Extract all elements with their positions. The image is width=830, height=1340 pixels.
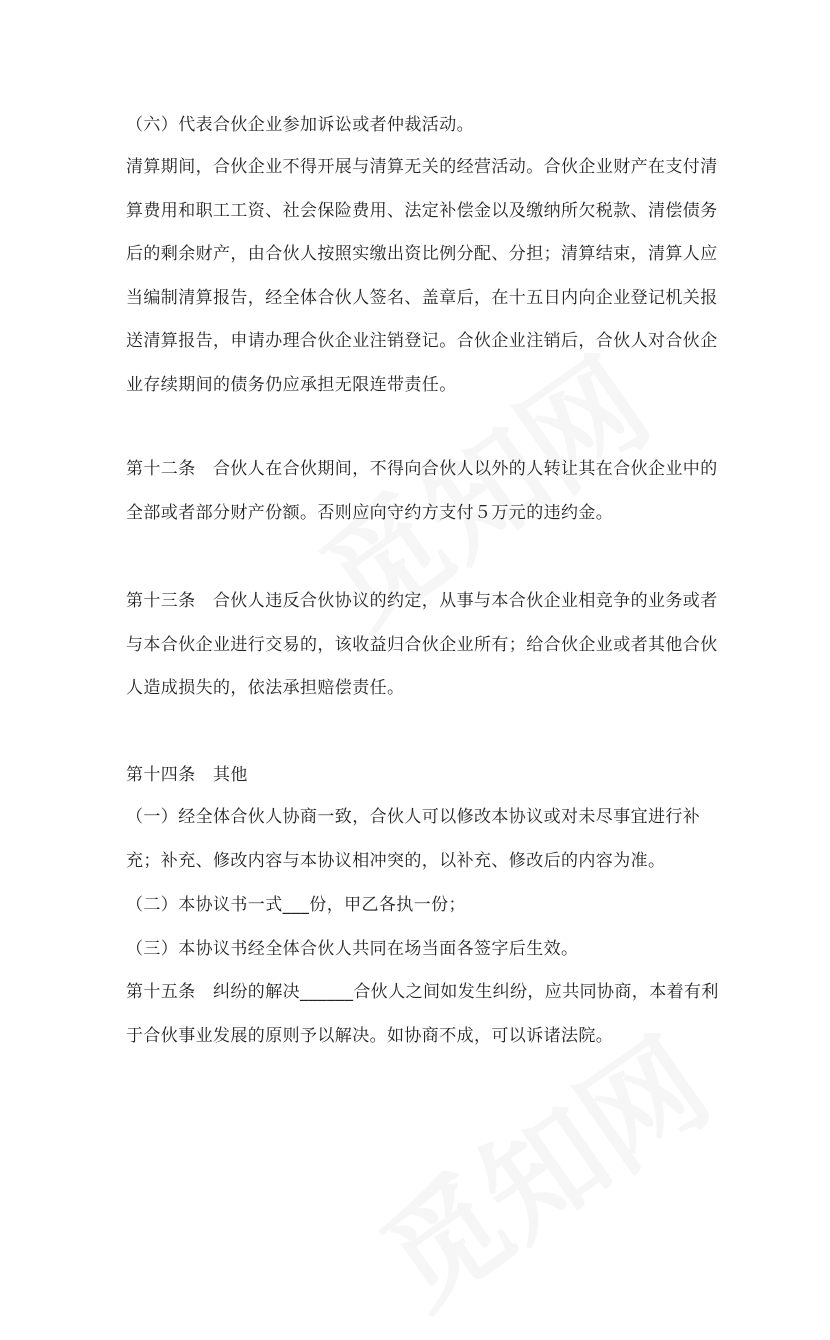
- liquidation-paragraph: [126, 146, 716, 407]
- text-line: 送清算报告，申请办理合伙企业注销登记。合伙企业注销后，合伙人对合伙企: [126, 331, 718, 351]
- text-line: 业存续期间的债务仍应承担无限连带责任。: [126, 374, 457, 395]
- text-line: 于合伙事业发展的原则予以解决。如协商不成，可以诉诸法院。: [126, 1025, 614, 1046]
- text-line: 后的剩余财产，由合伙人按照实缴出资比例分配、分担；清算结束，清算人应: [126, 244, 718, 264]
- text-line: （二）本协议书一式___份，甲乙各执一份；: [126, 895, 466, 915]
- text-line: 全部或者部分财产份额。否则应向守约方支付５万元的违约金。: [126, 502, 614, 523]
- text-line: 与本合伙企业进行交易的，该收益归合伙企业所有；给合伙企业或者其他合伙: [126, 634, 718, 655]
- text-line: （六）代表合伙企业参加诉讼或者仲裁活动。: [126, 115, 474, 135]
- article-13: [126, 580, 716, 711]
- text-line: 当编制清算报告，经全体合伙人签名、盖章后，在十五日内向企业登记机关报: [126, 287, 718, 308]
- text-line: 人造成损失的，依法承担赔偿责任。: [126, 678, 405, 698]
- text-line: （三）本协议书经全体合伙人共同在场当面各签字后生效。: [126, 939, 579, 959]
- text-line: 第十四条 其他: [126, 765, 248, 785]
- text-line: 清算期间，合伙企业不得开展与清算无关的经营活动。合伙企业财产在支付清: [126, 157, 718, 177]
- article-14-item-3: [126, 928, 716, 972]
- text-line: （一）经全体合伙人协商一致，合伙人可以修改本协议或对未尽事宜进行补: [126, 807, 701, 827]
- text-line: 第十二条 合伙人在合伙期间，不得向合伙人以外的人转让其在合伙企业中的: [126, 459, 718, 479]
- article-14-heading: [126, 754, 716, 798]
- text-line: 充；补充、修改内容与本协议相冲突的，以补充、修改后的内容为准。: [126, 850, 666, 871]
- article-14-item-2: [126, 884, 716, 928]
- article-12: [126, 448, 716, 535]
- text-line: 算费用和职工工资、社会保险费用、法定补偿金以及缴纳所欠税款、清偿债务: [126, 200, 718, 221]
- article-14-item-1: [126, 796, 716, 883]
- clause-6-item: [126, 104, 716, 148]
- text-line: 第十五条 纠纷的解决______合伙人之间如发生纠纷，应共同协商，本着有利: [126, 982, 719, 1002]
- text-line: 第十三条 合伙人违反合伙协议的约定，从事与本合伙企业相竞争的业务或者: [126, 591, 718, 611]
- article-15: [126, 971, 719, 1058]
